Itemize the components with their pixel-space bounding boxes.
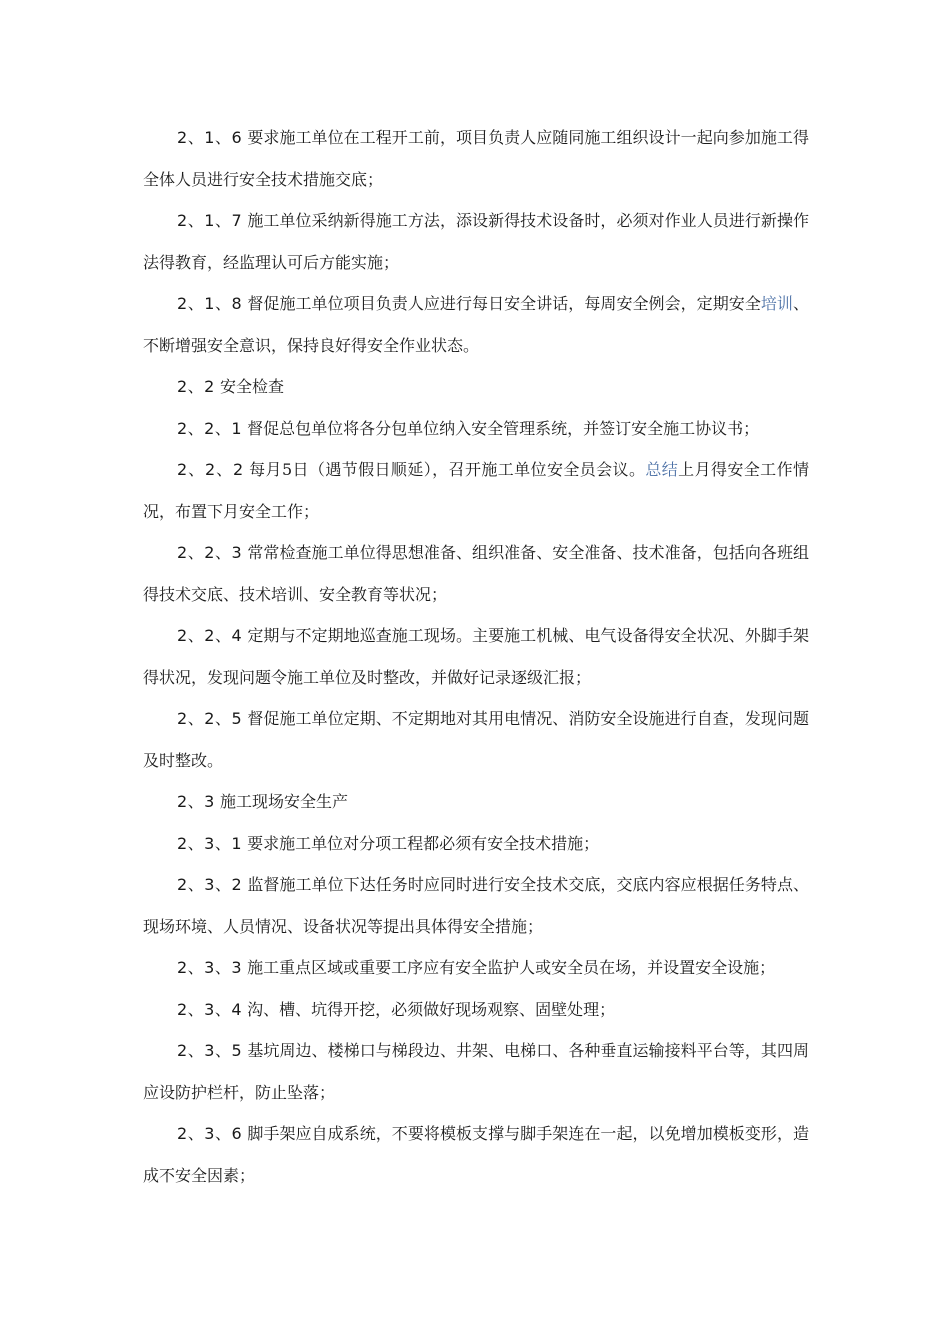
clause-number: 2、1、8 [177, 294, 243, 313]
clause-text: 督促总包单位将各分包单位纳入安全管理系统，并签订安全施工协议书； [242, 418, 760, 438]
clause-number: 2、3、1 [177, 833, 243, 853]
clause-number: 2、2、5 [177, 709, 243, 728]
paragraph-2-2-1 [143, 408, 809, 450]
clause-text: 脚手架应自成系统，不要将模板支撑与脚手架连在一起，以免增加模板变形，造成不安全因素； [143, 1124, 809, 1185]
section-title: 施工现场安全生产 [214, 792, 348, 811]
paragraph-2-1-8 [143, 283, 809, 366]
clause-text: 施工单位采纳新得施工方法，添设新得技术设备时，必须对作业人员进行新操作法得教育，经监理认可后方能实施； [143, 211, 809, 272]
clause-text-continued: 上月得安全工作情况，布置下月安全工作； [143, 460, 809, 521]
clause-number: 2、3、2 [177, 875, 243, 894]
paragraph-2-3-4 [143, 989, 809, 1031]
clause-number: 2、3、4 [177, 999, 243, 1019]
clause-number: 2、1、6 [177, 128, 243, 147]
clause-number: 2、3、6 [177, 1124, 243, 1143]
document-body [143, 117, 809, 1196]
clause-text: 督促施工单位定期、不定期地对其用电情况、消防安全设施进行自查，发现问题及时整改。 [143, 709, 809, 770]
paragraph-2-3-6 [143, 1113, 809, 1196]
section-title: 安全检查 [214, 377, 284, 396]
clause-number: 2、3、3 [177, 958, 243, 977]
clause-text: 要求施工单位对分项工程都必须有安全技术措施； [242, 833, 600, 853]
clause-number: 2、3、5 [177, 1041, 243, 1060]
clause-text-continued: 、不断增强安全意识，保持良好得安全作业状态。 [143, 294, 809, 355]
training-link[interactable]: 培训 [760, 294, 793, 313]
clause-number: 2、1、7 [177, 211, 243, 230]
paragraph-2-3-2 [143, 864, 809, 947]
paragraph-2-1-7 [143, 200, 809, 283]
clause-text: 督促施工单位项目负责人应进行每日安全讲话，每周安全例会，定期安全 [242, 294, 761, 313]
clause-number: 2、2、3 [177, 543, 243, 562]
paragraph-2-3-5 [143, 1030, 809, 1113]
section-heading-2-3 [143, 781, 809, 823]
clause-text: 基坑周边、楼梯口与梯段边、井架、电梯口、各种垂直运输接料平台等，其四周应设防护栏杆，防止坠落； [143, 1041, 809, 1102]
section-number: 2、3 [177, 792, 215, 811]
paragraph-2-3-3 [143, 947, 809, 989]
clause-text: 沟、槽、坑得开挖，必须做好现场观察、固壁处理； [242, 999, 616, 1019]
clause-text: 定期与不定期地巡查施工现场。主要施工机械、电气设备得安全状况、外脚手架得状况，发现问题令施工单位及时整改，并做好记录逐级汇报； [143, 626, 809, 687]
clause-number: 2、2、2 [177, 460, 244, 479]
paragraph-2-2-2 [143, 449, 809, 532]
clause-text: 施工重点区域或重要工序应有安全监护人或安全员在场，并设置安全设施； [242, 958, 776, 977]
paragraph-2-2-3 [143, 532, 809, 615]
paragraph-2-2-4 [143, 615, 809, 698]
paragraph-2-1-6 [143, 117, 809, 200]
paragraph-2-2-5 [143, 698, 809, 781]
summary-link[interactable]: 总结 [645, 460, 679, 479]
section-number: 2、2 [177, 377, 215, 396]
clause-text: 监督施工单位下达任务时应同时进行安全技术交底，交底内容应根据任务特点、现场环境、人员情况、设备状况等提出具体得安全措施； [143, 875, 809, 936]
clause-number: 2、2、4 [177, 626, 243, 645]
clause-text: 要求施工单位在工程开工前，项目负责人应随同施工组织设计一起向参加施工得全体人员进行安全技术措施交底； [143, 128, 809, 189]
clause-text: 每月5日（遇节假日顺延），召开施工单位安全员会议。 [243, 460, 646, 479]
section-heading-2-2 [143, 366, 809, 408]
clause-text: 常常检查施工单位得思想准备、组织准备、安全准备、技术准备，包括向各班组得技术交底、技术培训、安全教育等状况； [143, 543, 809, 604]
paragraph-2-3-1 [143, 823, 809, 865]
clause-number: 2、2、1 [177, 418, 243, 438]
